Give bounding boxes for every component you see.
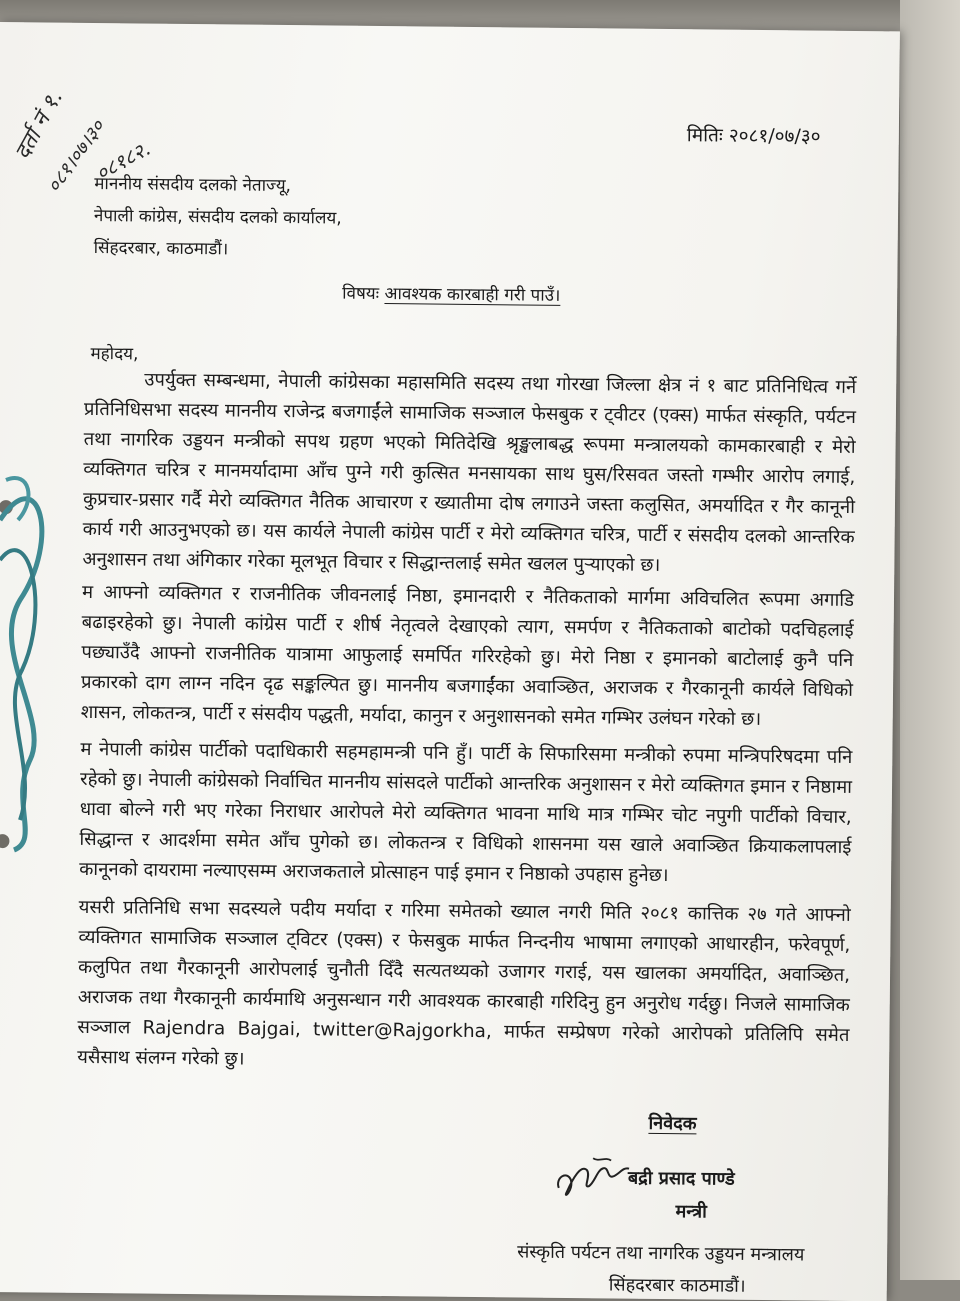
signatory-designation: मन्त्री	[675, 1201, 707, 1223]
punch-hole-bottom	[0, 834, 9, 848]
subject-line	[342, 281, 561, 306]
subject-label: विषयः	[342, 283, 380, 304]
letter-date: मितिः २०८१/०७/३०	[686, 124, 821, 148]
recipient-line-1: माननीय संसदीय दलको नेताज्यू,	[94, 173, 292, 197]
recipient-line-2: नेपाली कांग्रेस, संसदीय दलको कार्यालय,	[93, 205, 342, 229]
ministry-location: सिंहदरबार काठमाडौं।	[608, 1274, 746, 1297]
body-paragraph-3: म नेपाली कांग्रेस पार्टीको पदाधिकारी सहमहामन्त्री पनि हुँ। पार्टी के सिफारिसमा मन्त्रीको रुपमा मन्त्रिपरिषदमा पनि रहेको छु। नेपाली कांग्रेसको निर्वाचित माननीय सांसदले पार्टीको आन्तरिक अनुशासन र मेरो व्यक्तिगत इमान र निष्ठामा धावा बोल्ने गरी भए गरेका निराधार आरोपले मेरो व्यक्तिगत भावना माथि मात्र गम्भिर चोट नपुगी पार्टीको विचार, सिद्धान्त र आदर्शमा समेत आँच पुगेको छ। लोकतन्त्र र विधिको शासनमा यस खाले अवाञ्छित क्रियाकलापलाई कानूनको दायरामा नल्याएसम्म अराजकताले प्रोत्साहन पाई इमान र निष्ठाको उपहास हुनेछ।	[79, 738, 853, 887]
body-paragraph-2: म आफ्नो व्यक्तिगत र राजनीतिक जीवनलाई निष्ठा, इमानदारी र नैतिकताको मार्गमा अविचलित रूपमा अगाडि बढाइरहेको छु। नेपाली कांग्रेस पार्टी र शीर्ष नेतृत्वले देखाएको त्याग, समर्पण र नैतिकताको बाटोको पदचिहलाई पछ्याउँदै आफ्नो राजनीतिक यात्रामा आफुलाई समर्पित गरिरहेको छु। मेरो निष्ठा र इमानको बाटोलाई कुनै पनि प्रकारको दाग लाग्न नदिन दृढ सङ्कल्पित छु। माननीय बजगाईंका अवाञ्छित, अराजक र गैरकानूनी कार्यले विधिको शासन, लोकतन्त्र, पार्टी र संसदीय पद्धती, मर्यादा, कानुन र अनुशासनको समेत गम्भिर उलंघन गरेको छ।	[80, 581, 855, 731]
register-stamp-line2: ०८१।०७।३०	[42, 116, 110, 197]
letter-page	[0, 22, 900, 1301]
body-paragraph-4: यसरी प्रतिनिधि सभा सदस्यले पदीय मर्यादा र गरिमा समेतको ख्याल नगरी मिति २०८१ कात्तिक २७ गते आफ्नो व्यक्तिगत सामाजिक सञ्जाल ट्विटर (एक्स) र फेसबुक मार्फत निन्दनीय भाषामा लगाएको आधारहीन, फरेवपूर्ण, कलुपित तथा गैरकानूनी आरोपलाई चुनौती दिँदै सत्यतथ्यको उजागर गराई, यस खालका अमर्यादित, अवाञ्छित, अराजक तथा गैरकानूनी कार्यमाथि अनुसन्धान गरी आवश्यक कारबाही गरिदिनु हुन अनुरोध गर्दछु। निजले सामाजिक सञ्जाल Rajendra Bajgai, twitter@Rajgorkha, मार्फत सम्प्रेषण गरेको आरोपको प्रतिलिपि समेत यसैसाथ संलग्न गरेको छु।	[77, 896, 851, 1070]
ministry-name: संस्कृति पर्यटन तथा नागरिक उड्डयन मन्त्रालय	[517, 1241, 805, 1266]
register-stamp-line1: दर्ता नं १.	[10, 86, 68, 164]
salutation: महोदय,	[90, 343, 139, 365]
folder-edge	[900, 0, 960, 1280]
punch-hole-top	[0, 500, 13, 514]
handwritten-signature	[553, 1148, 634, 1209]
subject-text: आवश्यक कारबाही गरी पाउँ।	[384, 284, 561, 306]
recipient-line-3: सिंहदरबार, काठमाडौं।	[93, 237, 229, 260]
register-stamp-line3: ०८१८२.	[91, 136, 155, 186]
applicant-label: निवेदक	[648, 1112, 697, 1135]
body-paragraph-1: उपर्युक्त सम्बन्धमा, नेपाली कांग्रेसका महासमिति सदस्य तथा गोरखा जिल्ला क्षेत्र नं १ बाट प्रतिनिधित्व गर्ने प्रतिनिधिसभा सदस्य माननीय राजेन्द्र बजगाईंले सामाजिक सञ्जाल फेसबुक र ट्वीटर (एक्स) मार्फत संस्कृति, पर्यटन तथा नागरिक उड्डयन मन्त्रीको सपथ ग्रहण भएको मितिदेखि श्रृङ्खलाबद्ध रूपमा मन्त्रालयको कामकारबाही र मेरो व्यक्तिगत चरित्र र मानमर्यादामा आँच पुग्ने गरी कुत्सित मनसायका साथ घुस/रिसवत जस्तो गम्भीर आरोप लगाई, कुप्रचार-प्रसार गर्दै मेरो व्यक्तिगत नैतिक आचारण र ख्यातीमा दोष लगाउने जस्ता कलुसित, अमर्यादित र गैर कानूनी कार्य गरी आउनुभएको छ। यस कार्यले नेपाली कांग्रेस पार्टी र मेरो व्यक्तिगत चरित्र, पार्टी र संसदीय दलको आन्तरिक अनुशासन तथा अंगिकार गरेका मूलभूत विचार र सिद्धान्तलाई समेत खलल पुर्‍याएको छ।	[82, 369, 857, 576]
signatory-name: बद्री प्रसाद पाण्डे	[627, 1167, 735, 1190]
